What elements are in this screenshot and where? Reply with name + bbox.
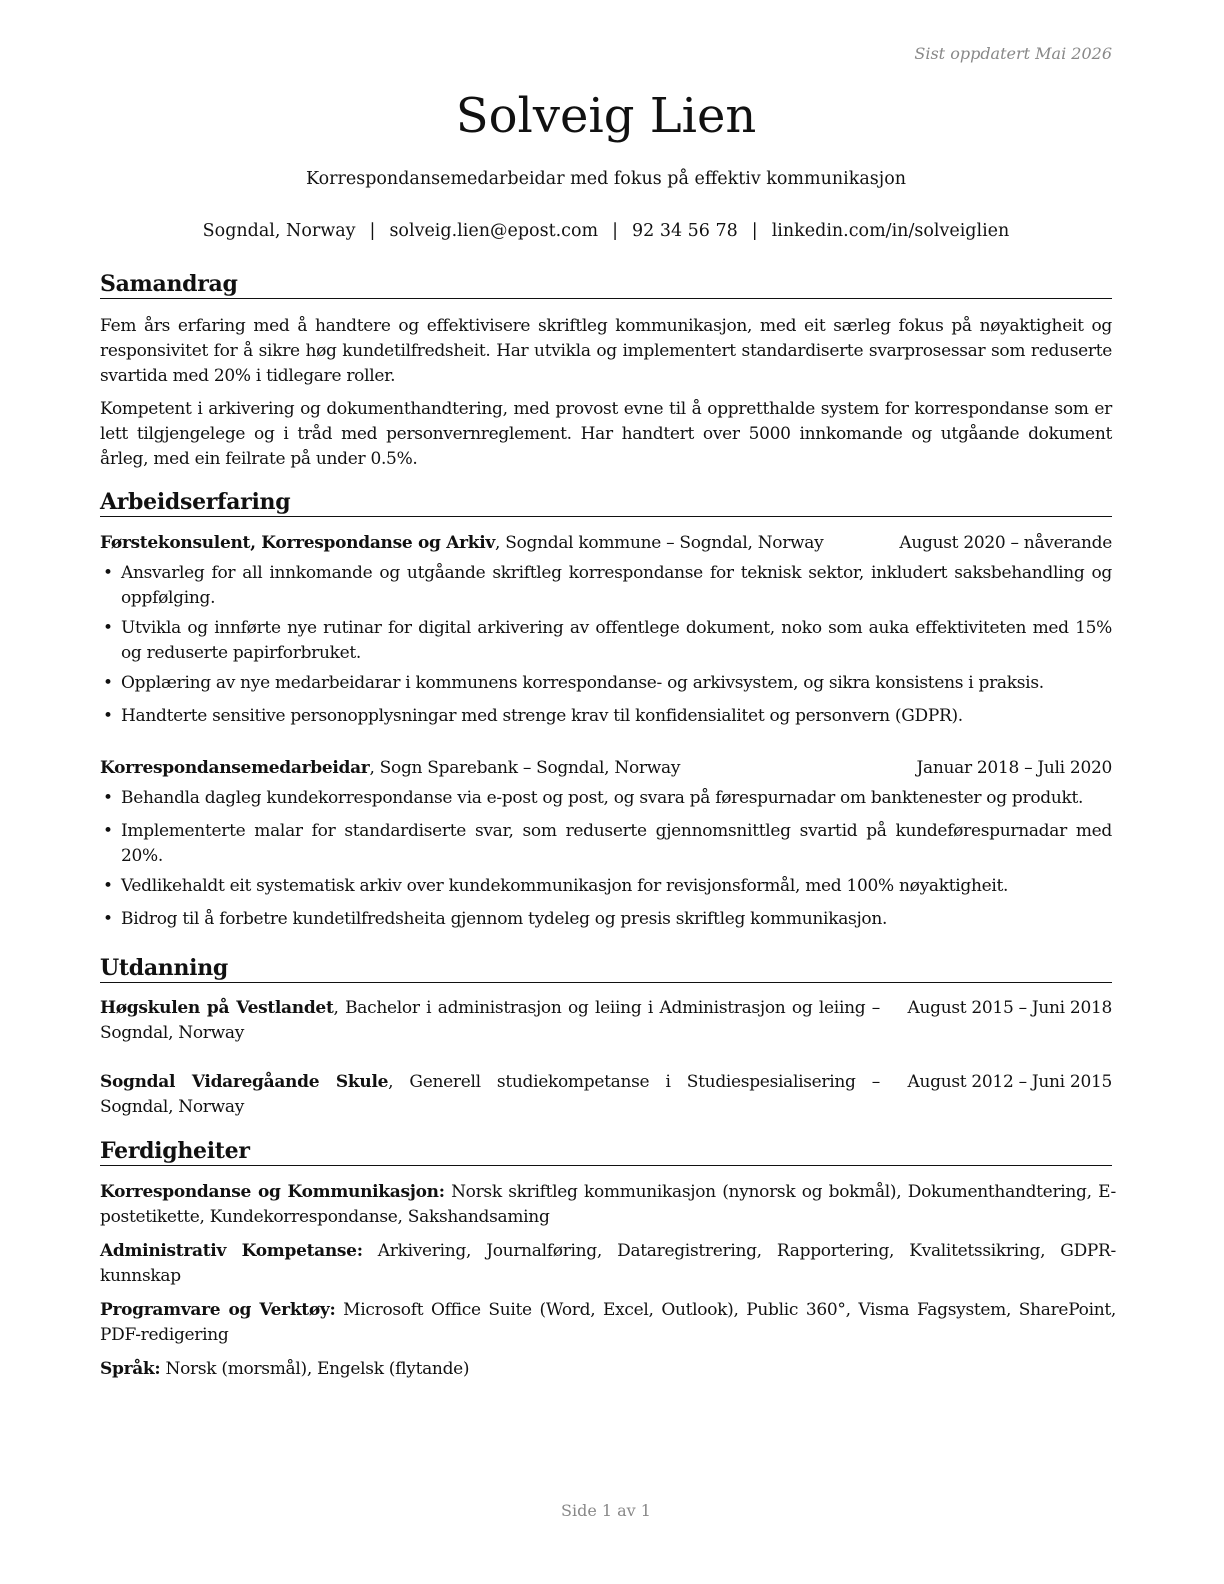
skill-group bbox=[100, 1239, 1116, 1289]
skills-section bbox=[100, 1137, 1117, 1382]
job-header bbox=[100, 756, 1112, 781]
section-title-education: Utdanning bbox=[100, 954, 1112, 983]
summary-section bbox=[100, 270, 1112, 472]
bullet-text: Ansvarleg for all innkomande og utgåande skriftleg korrespondanse for teknisk sektor, inkludert saksbehandling og oppfølging. bbox=[121, 563, 1112, 608]
contact-email[interactable]: solveig.lien@epost.com bbox=[389, 221, 599, 241]
skill-values: Arkivering, Journalføring, Dataregistrering, Rapportering, Kvalitetssikring, GDPR-kunnskap bbox=[100, 1241, 1116, 1286]
skill-values: Norsk skriftleg kommunikasjon (nynorsk og bokmål), Dokumenthandtering, E-postetikette, Kundekorrespondanse, Sakshandsaming bbox=[100, 1182, 1116, 1227]
contact-phone: 92 34 56 78 bbox=[632, 221, 738, 241]
bullet-icon: • bbox=[103, 706, 113, 726]
skill-group bbox=[100, 1298, 1116, 1348]
job-bullets bbox=[100, 561, 1112, 729]
bullet-text: Vedlikehaldt eit systematisk arkiv over kundekommunikasjon for revisjonsformål, med 100% nøyaktigheit. bbox=[121, 876, 1009, 896]
education-dates: August 2015 – Juni 2018 bbox=[907, 998, 1112, 1018]
education-dates: August 2012 – Juni 2015 bbox=[907, 1072, 1112, 1092]
skill-label: Programvare og Verktøy: bbox=[100, 1300, 336, 1320]
bullet-text: Utvikla og innførte nye rutinar for digital arkivering av offentlege dokument, noko som auka effektiviteten med 15% og reduserte papirforbruket. bbox=[121, 618, 1112, 663]
list-item bbox=[100, 671, 1112, 696]
resume-page bbox=[100, 0, 1117, 1584]
last-updated-note: Sist oppdatert Mai 2026 bbox=[914, 44, 1112, 63]
bullet-icon: • bbox=[103, 788, 113, 808]
job-role: Førstekonsulent, Korrespondanse og Arkiv bbox=[100, 533, 496, 553]
summary-paragraph: Fem års erfaring med å handtere og effektivisere skriftleg kommunikasjon, med eit særleg fokus på nøyaktigheit og responsivitet for å sikre høg kundetilfredsheit. Har utvikla og implementert standardiserte svarprosessar som reduserte svartida med 20% i tidlegare roller. bbox=[100, 316, 1112, 386]
candidate-headline: Korrespondansemedarbeidar med fokus på effektiv kommunikasjon bbox=[305, 169, 907, 189]
experience-section bbox=[100, 488, 1112, 932]
list-item bbox=[100, 819, 1112, 869]
education-school: Høgskulen på Vestlandet bbox=[100, 998, 334, 1018]
contact-separator: | bbox=[369, 221, 376, 241]
section-title-summary: Samandrag bbox=[100, 270, 1112, 299]
education-school: Sogndal Vidaregåande Skule bbox=[100, 1072, 389, 1092]
bullet-text: Handterte sensitive personopplysningar med strenge krav til konfidensialitet og personvern (GDPR). bbox=[121, 706, 963, 726]
education-entry bbox=[100, 996, 1112, 1046]
bullet-icon: • bbox=[103, 821, 113, 841]
education-entry bbox=[100, 1070, 1112, 1120]
contact-separator: | bbox=[612, 221, 619, 241]
bullet-text: Bidrog til å forbetre kundetilfredsheita gjennom tydeleg og presis skriftleg kommunikasjon. bbox=[121, 909, 888, 929]
skill-label: Administrativ Kompetanse: bbox=[100, 1241, 363, 1261]
bullet-text: Implementerte malar for standardiserte svar, som reduserte gjennomsnittleg svartid på kundeførespurnadar med 20%. bbox=[121, 821, 1112, 866]
skill-label: Språk: bbox=[100, 1359, 161, 1379]
job-title-line bbox=[100, 756, 680, 781]
skill-values: Norsk (morsmål), Engelsk (flytande) bbox=[160, 1359, 470, 1379]
job-entry bbox=[100, 756, 1112, 932]
list-item bbox=[100, 786, 1112, 811]
contact-line bbox=[100, 219, 1112, 243]
education-degree: , Bachelor i administrasjon og leiing i Administrasjon og leiing – Sogndal, Norway bbox=[100, 998, 880, 1043]
list-item bbox=[100, 907, 1112, 932]
list-item bbox=[100, 561, 1112, 611]
skill-group bbox=[100, 1357, 1116, 1382]
contact-location: Sogndal, Norway bbox=[202, 221, 356, 241]
bullet-icon: • bbox=[103, 876, 113, 896]
bullet-icon: • bbox=[103, 673, 113, 693]
job-title-line bbox=[100, 531, 823, 556]
list-item bbox=[100, 704, 1112, 729]
summary-paragraph: Kompetent i arkivering og dokumenthandtering, med provost evne til å oppretthalde system for korrespondanse som er lett tilgjengelege og i tråd med personvernreglement. Har handtert over 5000 innkomande og utgåande dokument årleg, med ein feilrate på under 0.5%. bbox=[100, 399, 1112, 469]
job-dates: August 2020 – nåverande bbox=[899, 533, 1112, 553]
job-role: Korrespondansemedarbeidar bbox=[100, 758, 370, 778]
list-item bbox=[100, 874, 1112, 899]
job-entry bbox=[100, 531, 1112, 729]
job-header bbox=[100, 531, 1112, 556]
page-number: Side 1 av 1 bbox=[561, 1501, 651, 1520]
education-degree: , Generell studiekompetanse i Studiespesialisering – Sogndal, Norway bbox=[100, 1072, 881, 1117]
skill-values: Microsoft Office Suite (Word, Excel, Outlook), Public 360°, Visma Fagsystem, SharePoint, PDF-redigering bbox=[100, 1300, 1117, 1345]
job-dates: Januar 2018 – Juli 2020 bbox=[916, 758, 1112, 778]
bullet-icon: • bbox=[103, 563, 113, 583]
section-title-experience: Arbeidserfaring bbox=[100, 488, 1112, 517]
list-item bbox=[100, 616, 1112, 666]
section-title-skills: Ferdigheiter bbox=[100, 1137, 1112, 1166]
contact-linkedin[interactable]: linkedin.com/in/solveiglien bbox=[771, 221, 1010, 241]
job-employer: , Sogndal kommune – Sogndal, Norway bbox=[495, 533, 824, 553]
job-bullets bbox=[100, 786, 1112, 932]
contact-separator: | bbox=[751, 221, 758, 241]
education-section bbox=[100, 954, 1112, 1120]
education-description bbox=[100, 996, 880, 1046]
bullet-text: Opplæring av nye medarbeidarar i kommunens korrespondanse- og arkivsystem, og sikra konsistens i praksis. bbox=[121, 673, 1044, 693]
bullet-text: Behandla dagleg kundekorrespondanse via e-post og post, og svara på førespurnadar om banktenester og produkt. bbox=[121, 788, 1084, 808]
education-description bbox=[100, 1070, 880, 1120]
bullet-icon: • bbox=[103, 618, 113, 638]
job-employer: , Sogn Sparebank – Sogndal, Norway bbox=[369, 758, 681, 778]
bullet-icon: • bbox=[103, 909, 113, 929]
skill-label: Korrespondanse og Kommunikasjon: bbox=[100, 1182, 445, 1202]
candidate-name: Solveig Lien bbox=[455, 88, 757, 144]
skill-group bbox=[100, 1180, 1116, 1230]
